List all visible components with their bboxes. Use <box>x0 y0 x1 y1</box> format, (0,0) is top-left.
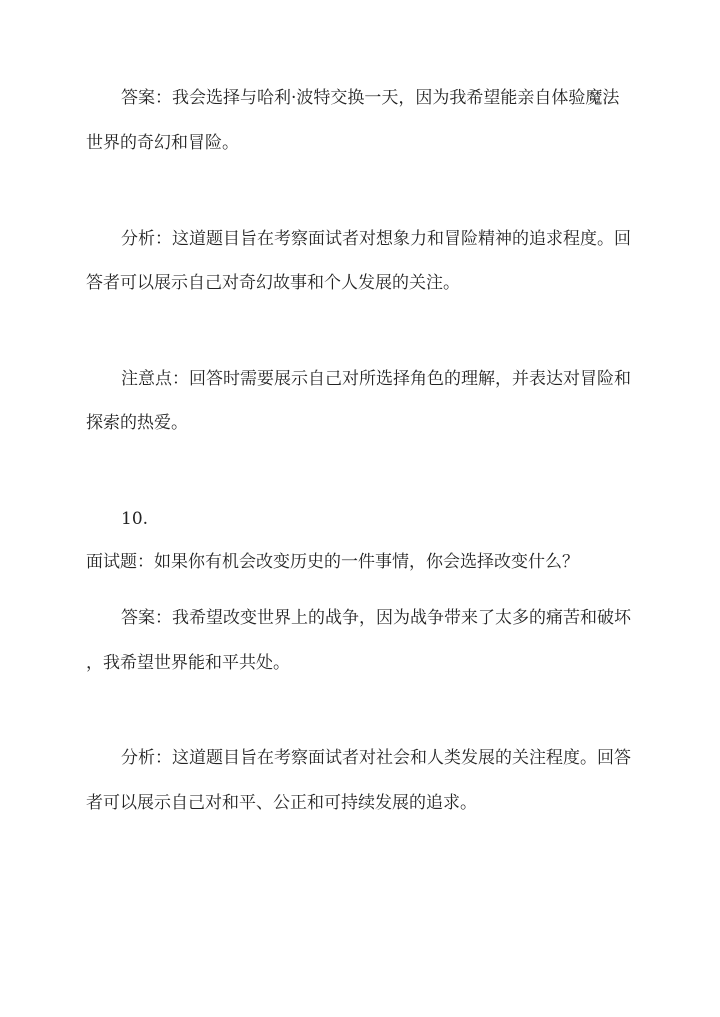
note-line-1: 注意点：回答时需要展示自己对所选择角色的理解，并表达对冒险和 <box>121 369 631 389</box>
answer-line-2: ，我希望世界能和平共处。 <box>86 653 290 673</box>
answer-line-2: 世界的奇幻和冒险。 <box>86 133 239 153</box>
answer-line-1: 答案：我会选择与哈利·波特交换一天，因为我希望能亲自体验魔法 <box>121 88 620 108</box>
question-number: 10. <box>121 509 149 529</box>
analysis-line-2: 者可以展示自己对和平、公正和可持续发展的追求。 <box>86 793 477 813</box>
analysis-line-2: 答者可以展示自己对奇幻故事和个人发展的关注。 <box>86 273 460 293</box>
answer-line-1: 答案：我希望改变世界上的战争，因为战争带来了太多的痛苦和破坏 <box>121 608 631 628</box>
note-line-2: 探索的热爱。 <box>86 413 188 433</box>
interview-question: 面试题：如果你有机会改变历史的一件事情，你会选择改变什么？ <box>86 552 579 572</box>
analysis-line-1: 分析：这道题目旨在考察面试者对想象力和冒险精神的追求程度。回 <box>121 229 631 249</box>
analysis-line-1: 分析：这道题目旨在考察面试者对社会和人类发展的关注程度。回答 <box>121 748 631 768</box>
